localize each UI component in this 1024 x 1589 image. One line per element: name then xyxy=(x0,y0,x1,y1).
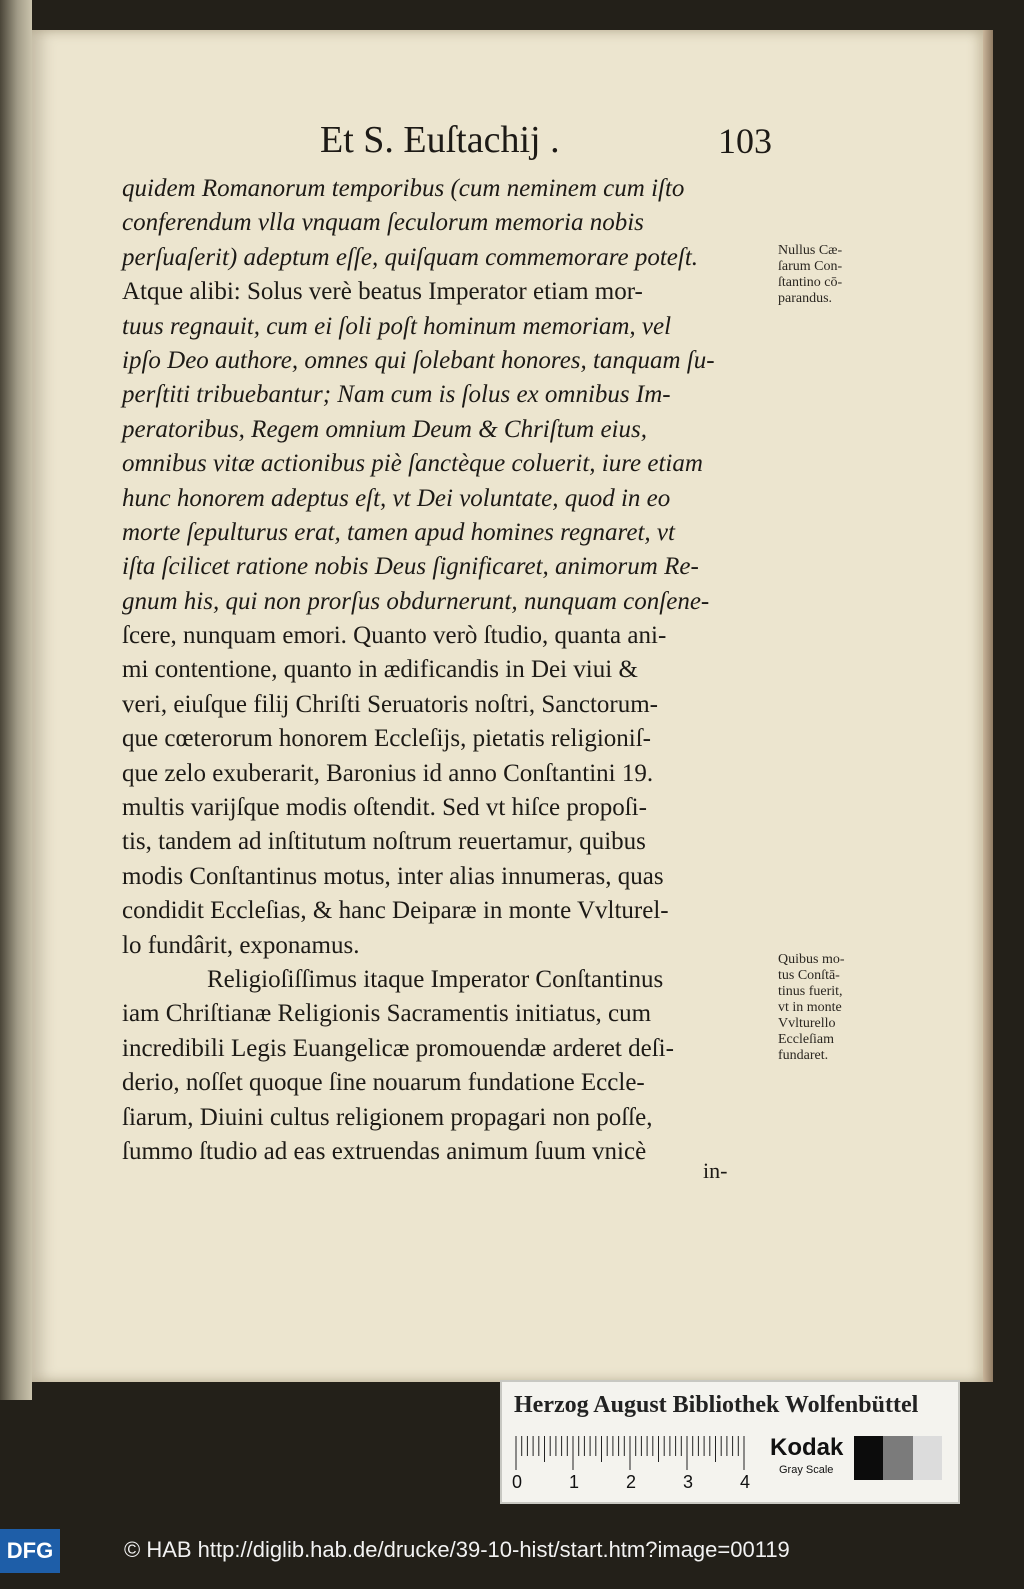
text-line: ſiarum, Diuini cultus religionem propagari non poſſe, xyxy=(122,1103,653,1131)
text-line: peratoribus, Regem omnium Deum & Chriſtum eius, xyxy=(122,415,647,443)
margin-note-line: ſtantino cō- xyxy=(778,275,843,290)
text-line: veri, eiuſque filij Chriſti Seruatoris noſtri, Sanctorum- xyxy=(122,690,659,718)
ruler-scale xyxy=(514,1436,754,1470)
text-line: Atque alibi: Solus verè beatus Imperator etiam mor- xyxy=(122,278,643,306)
text-line: ſummo ſtudio ad eas extruendas animum ſuum vnicè xyxy=(122,1137,647,1165)
dfg-logo: DFG xyxy=(0,1529,60,1573)
catchword: in- xyxy=(703,1158,728,1183)
text-line: condidit Eccleſias, & hanc Deiparæ in monte Vvlturel- xyxy=(122,897,669,925)
kodak-logo: Kodak xyxy=(770,1434,844,1461)
text-line: que cœterorum honorem Eccleſijs, pietatis religioniſ- xyxy=(122,725,652,753)
scan-ruler xyxy=(500,1380,960,1504)
ruler-number: 4 xyxy=(740,1472,751,1492)
ruler-number: 0 xyxy=(512,1472,523,1492)
margin-note-line: Quibus mo- xyxy=(778,952,845,967)
text-line: tis, tandem ad inſtitutum noſtrum reuertamur, quibus xyxy=(122,828,646,856)
text-line: lo fundârit, exponamus. xyxy=(122,931,360,959)
margin-note-line: tus Conſtā- xyxy=(778,968,840,983)
text-line: derio, noſſet quoque ſine nouarum fundatione Eccle- xyxy=(122,1069,645,1097)
text-line: morte ſepulturus erat, tamen apud homines regnaret, vt xyxy=(122,518,675,546)
running-head: Et S. Euſtachij . xyxy=(320,119,560,161)
text-line: hunc honorem adeptus eſt, vt Dei voluntate, quod in eo xyxy=(122,484,671,512)
ruler-number: 2 xyxy=(626,1472,637,1492)
margin-note-line: parandus. xyxy=(778,291,833,306)
text-line: iam Chriſtianæ Religionis Sacramentis initiatus, cum xyxy=(122,1000,652,1028)
margin-note-line: tinus fuerit, xyxy=(778,984,843,999)
text-line: perſtiti tribuebantur; Nam cum is ſolus ex omnibus Im- xyxy=(122,381,671,409)
text-line: tuus regnauit, cum ei ſoli poſt hominum memoriam, vel xyxy=(122,312,672,340)
ruler-number: 1 xyxy=(569,1472,580,1492)
margin-note-line: ſarum Con- xyxy=(778,259,843,274)
text-line: que zelo exuberarit, Baronius id anno Conſtantini 19. xyxy=(122,759,654,787)
text-line: mi contentione, quanto in ædificandis in Dei viui & xyxy=(122,656,638,684)
book-spine-edge xyxy=(0,0,32,1400)
body-text xyxy=(122,172,772,1169)
gray-swatches xyxy=(854,1436,942,1480)
margin-note-line: vt in monte xyxy=(778,1000,842,1015)
text-line: ſcere, nunquam emori. Quanto verò ſtudio, quanta ani- xyxy=(122,622,667,650)
gray-swatch xyxy=(854,1436,883,1480)
page-header xyxy=(320,118,772,166)
text-line: conferendum vlla vnquam ſeculorum memoria nobis xyxy=(122,209,644,237)
text-line: incredibili Legis Euangelicæ promouendæ arderet deſi- xyxy=(122,1034,674,1062)
text-line: gnum his, qui non prorſus obdurnerunt, nunquam conſene- xyxy=(122,587,710,615)
gray-swatch xyxy=(913,1436,942,1480)
gray-scale-label: Gray Scale xyxy=(779,1464,834,1476)
margin-note-line: Eccleſiam xyxy=(778,1032,834,1047)
margin-note-line: fundaret. xyxy=(778,1048,829,1063)
page-number: 103 xyxy=(718,121,772,161)
text-line: multis varijſque modis oſtendit. Sed vt hiſce propoſi- xyxy=(122,794,647,822)
text-line: modis Conſtantinus motus, inter alias innumeras, quas xyxy=(122,862,664,890)
text-line: perſuaſerit) adeptum eſſe, quiſquam commemorare poteſt. xyxy=(122,243,699,271)
page-edge xyxy=(983,30,993,1382)
margin-note-1 xyxy=(778,243,878,307)
text-line: Religioſiſſimus itaque Imperator Conſtantinus xyxy=(207,965,664,993)
footer-bar xyxy=(0,1529,1024,1589)
margin-note-line: Nullus Cæ- xyxy=(778,243,843,258)
margin-note-line: Vvlturello xyxy=(778,1016,836,1031)
copyright-link[interactable]: © HAB http://diglib.hab.de/drucke/39-10-hist/start.htm?image=00119 xyxy=(124,1537,790,1562)
text-line: ipſo Deo authore, omnes qui ſolebant honores, tanquam ſu- xyxy=(122,346,715,374)
margin-note-2 xyxy=(778,952,882,1064)
text-line: quidem Romanorum temporibus (cum neminem cum iſto xyxy=(122,175,685,202)
text-line: omnibus vitæ actionibus piè ſanctèque coluerit, iure etiam xyxy=(122,450,703,478)
gray-swatch xyxy=(883,1436,912,1480)
ruler-number: 3 xyxy=(683,1472,694,1492)
library-name: Herzog August Bibliothek Wolfenbüttel xyxy=(514,1392,919,1418)
text-line: iſta ſcilicet ratione nobis Deus ſignificaret, animorum Re- xyxy=(122,553,699,581)
